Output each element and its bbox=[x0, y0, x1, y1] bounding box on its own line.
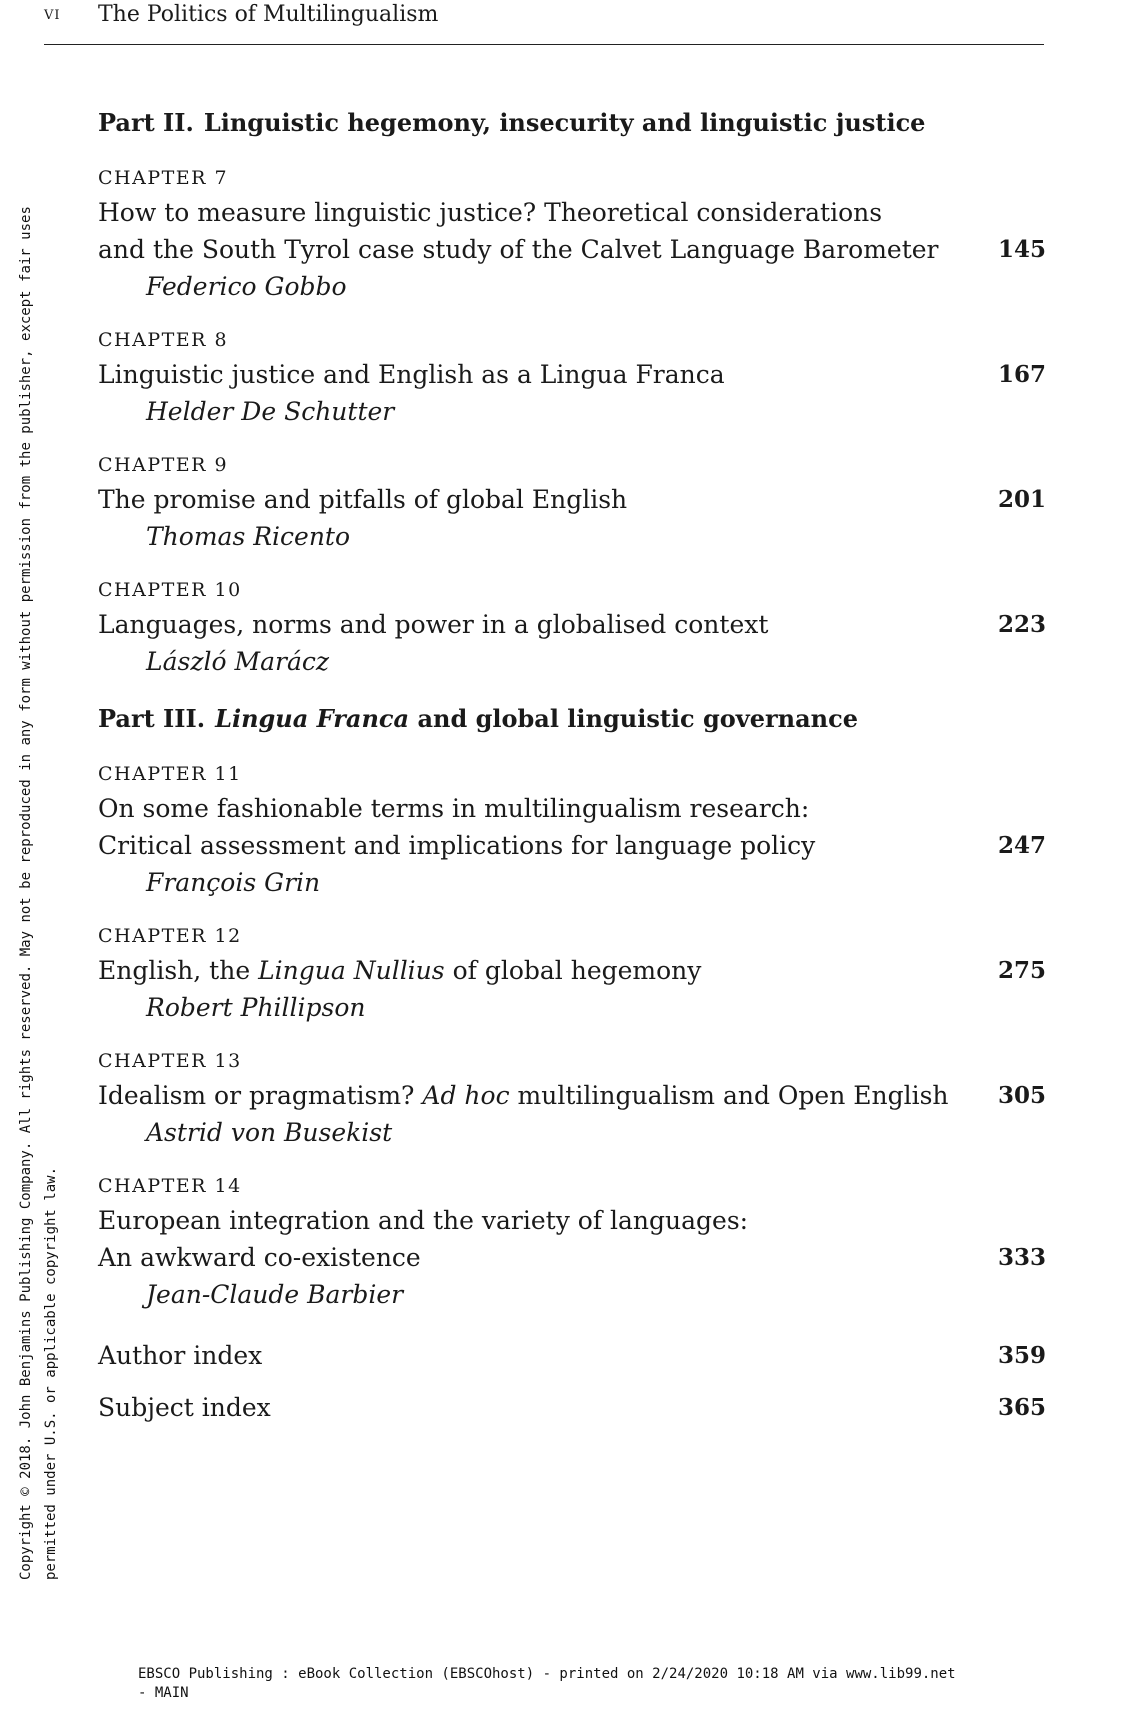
chapter-title-line bbox=[98, 1239, 1046, 1276]
chapter-title-text: Critical assessment and implications for language policy bbox=[98, 831, 816, 860]
table-of-contents bbox=[98, 108, 1046, 1441]
chapter-title-text: and the South Tyrol case study of the Calvet Language Barometer bbox=[98, 235, 939, 264]
chapter-title-line bbox=[98, 481, 1046, 518]
chapter-title-italic: Lingua Nullius bbox=[258, 956, 445, 985]
chapter-title-italic: Ad hoc bbox=[422, 1081, 510, 1110]
chapter-title-pre: Idealism or pragmatism? bbox=[98, 1081, 423, 1110]
toc-entry[interactable] bbox=[98, 763, 1046, 901]
chapter-title-line bbox=[98, 356, 1046, 393]
chapter-label: CHAPTER 11 bbox=[98, 763, 242, 785]
page-number: 275 bbox=[997, 957, 1046, 984]
index-label: Subject index bbox=[98, 1393, 271, 1422]
chapter-title-text: Linguistic justice and English as a Lingua Franca bbox=[98, 360, 725, 389]
chapter-author: Thomas Ricento bbox=[146, 522, 351, 551]
footer-line-2: - MAIN bbox=[138, 1685, 189, 1701]
part-label: Part II. bbox=[98, 108, 194, 137]
chapter-title-line bbox=[98, 1077, 1046, 1114]
copyright-line-1: Copyright © 2018. John Benjamins Publishing Company. All rights reserved. May not be reproduced in any form without permission from the publisher, except fair uses bbox=[18, 206, 34, 1580]
chapter-author: László Marácz bbox=[146, 647, 330, 676]
running-header bbox=[44, 0, 1044, 45]
footer-line-1: EBSCO Publishing : eBook Collection (EBSCOhost) - printed on 2/24/2020 10:18 AM via www.lib99.net bbox=[138, 1666, 956, 1682]
chapter-author: Jean-Claude Barbier bbox=[146, 1280, 404, 1309]
part-heading bbox=[98, 704, 1046, 733]
chapter-title-line: European integration and the variety of languages: bbox=[98, 1206, 749, 1235]
index-entry[interactable] bbox=[98, 1389, 1046, 1426]
page-number: 247 bbox=[997, 832, 1046, 859]
part-label: Part III. bbox=[98, 704, 206, 733]
page-number: 167 bbox=[997, 361, 1046, 388]
chapter-label: CHAPTER 10 bbox=[98, 579, 242, 601]
chapter-author: Robert Phillipson bbox=[146, 993, 366, 1022]
page-number: 201 bbox=[997, 486, 1046, 513]
chapter-title-line bbox=[98, 231, 1046, 268]
part-title: and global linguistic governance bbox=[409, 704, 858, 733]
toc-entry[interactable] bbox=[98, 1050, 1046, 1151]
page-number: vi bbox=[44, 2, 61, 24]
toc-entry[interactable] bbox=[98, 329, 1046, 430]
chapter-author: Federico Gobbo bbox=[146, 272, 347, 301]
chapter-author: Helder De Schutter bbox=[146, 397, 395, 426]
book-title: The Politics of Multilingualism bbox=[98, 2, 439, 27]
chapter-title-line bbox=[98, 606, 1046, 643]
chapter-title-post: multilingualism and Open English bbox=[509, 1081, 949, 1110]
part-title-italic: Lingua Franca bbox=[215, 704, 410, 733]
toc-entry[interactable] bbox=[98, 1175, 1046, 1313]
chapter-title-line: How to measure linguistic justice? Theoretical considerations bbox=[98, 198, 883, 227]
chapter-title-text: The promise and pitfalls of global English bbox=[98, 485, 628, 514]
chapter-label: CHAPTER 7 bbox=[98, 167, 229, 189]
chapter-author: François Grin bbox=[146, 868, 321, 897]
part-title: Linguistic hegemony, insecurity and linguistic justice bbox=[203, 108, 926, 137]
copyright-notice bbox=[14, 200, 74, 1580]
page-number: 359 bbox=[997, 1342, 1046, 1369]
copyright-line-2: permitted under U.S. or applicable copyright law. bbox=[43, 1166, 59, 1580]
toc-entry[interactable] bbox=[98, 579, 1046, 680]
page-number: 333 bbox=[997, 1244, 1046, 1271]
chapter-label: CHAPTER 9 bbox=[98, 454, 229, 476]
chapter-label: CHAPTER 8 bbox=[98, 329, 229, 351]
chapter-author: Astrid von Busekist bbox=[146, 1118, 393, 1147]
print-footer bbox=[138, 1665, 956, 1703]
index-entry[interactable] bbox=[98, 1337, 1046, 1374]
chapter-title-line bbox=[98, 952, 1046, 989]
chapter-title-post: of global hegemony bbox=[444, 956, 702, 985]
part-heading bbox=[98, 108, 1046, 137]
page-number: 223 bbox=[997, 611, 1046, 638]
chapter-label: CHAPTER 13 bbox=[98, 1050, 242, 1072]
toc-entry[interactable] bbox=[98, 925, 1046, 1026]
chapter-label: CHAPTER 14 bbox=[98, 1175, 242, 1197]
index-label: Author index bbox=[98, 1341, 263, 1370]
page-number: 365 bbox=[997, 1394, 1046, 1421]
page-number: 145 bbox=[997, 236, 1046, 263]
chapter-title-text: Languages, norms and power in a globalised context bbox=[98, 610, 769, 639]
chapter-label: CHAPTER 12 bbox=[98, 925, 242, 947]
page-number: 305 bbox=[997, 1082, 1046, 1109]
chapter-title-line bbox=[98, 827, 1046, 864]
chapter-title-text: An awkward co-existence bbox=[98, 1243, 421, 1272]
chapter-title-pre: English, the bbox=[98, 956, 259, 985]
toc-entry[interactable] bbox=[98, 454, 1046, 555]
toc-entry[interactable] bbox=[98, 167, 1046, 305]
chapter-title-line: On some fashionable terms in multilingualism research: bbox=[98, 794, 810, 823]
